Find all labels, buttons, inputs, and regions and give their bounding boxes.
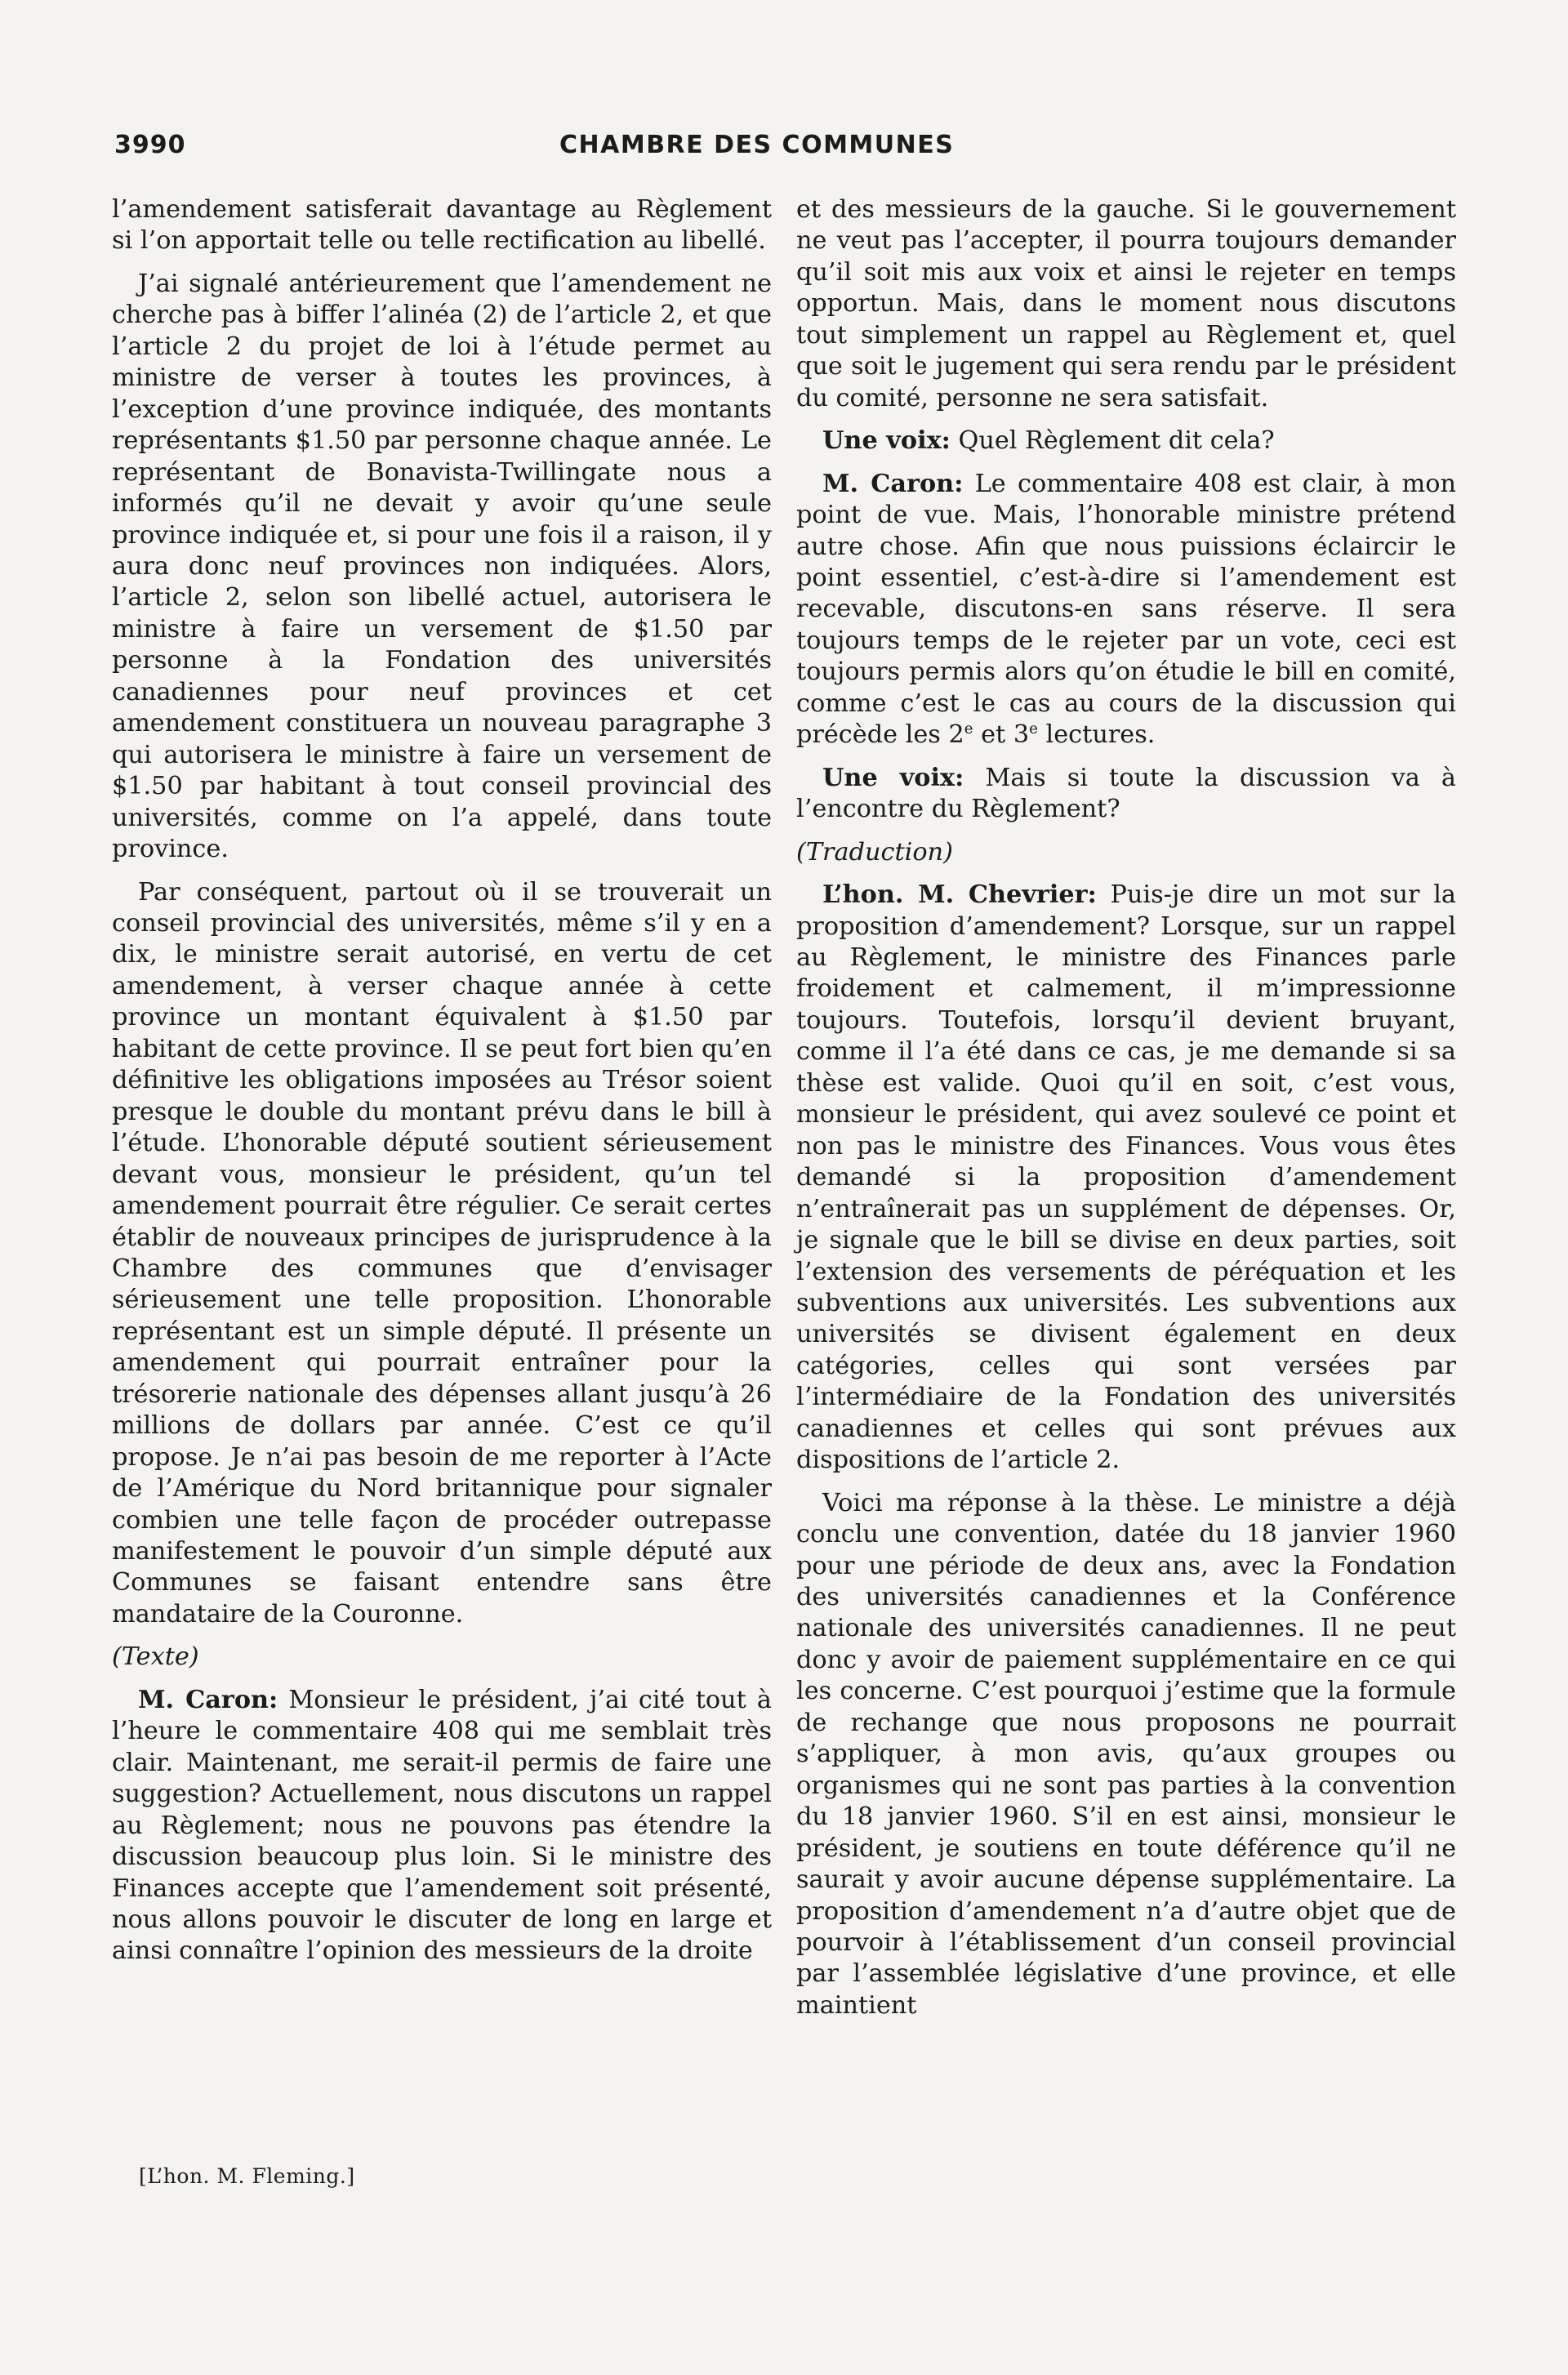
- speech-text: Monsieur le président, j’ai cité tout à l’heure le commentaire 408 qui me semblait très clair. Maintenant, me serait-il permis de faire une suggestion? Actuellement, nous discutons un rappel au Règlement; nous ne pouvons pas étendre la discussion beaucoup plus loin. Si le ministre des Finances accepte que l’amendement soit présenté, nous allons pouvoir le discuter de long en large et ainsi connaître l’opinion des messieurs de la droite: [112, 1685, 772, 1966]
- speech-text: Quel Règlement dit cela?: [958, 426, 1275, 456]
- left-column: [112, 194, 772, 1979]
- page-header: [114, 131, 1462, 167]
- superscript: e: [1029, 720, 1038, 738]
- paragraph: Voici ma réponse à la thèse. Le ministre a déjà conclu une convention, datée du 18 janvier 1960 pour une période de deux ans, avec la Fondation des universités canadiennes et la Conférence nationale des universités canadiennes. Il ne peut donc y avoir de paiement supplémentaire en ce qui les concerne. C’est pourquoi j’estime que la formule de rechange que nous proposons ne pourrait s’appliquer, à mon avis, qu’aux groupes ou organismes qui ne sont pas parties à la convention du 18 janvier 1960. S’il en est ainsi, monsieur le président, je soutiens en toute déférence qu’il ne saurait y avoir aucune dépense supplémentaire. La proposition d’amendement n’a d’autre objet que de pourvoir à l’établissement d’un conseil provincial par l’assemblée législative d’une province, et elle maintient: [796, 1488, 1456, 2020]
- paragraph: l’amendement satisferait davantage au Règlement si l’on apportait telle ou telle rectification au libellé.: [112, 195, 772, 256]
- superscript: e: [964, 720, 973, 738]
- paragraph: et des messieurs de la gauche. Si le gouvernement ne veut pas l’accepter, il pourra toujours demander qu’il soit mis aux voix et ainsi le rejeter en temps opportun. Mais, dans le moment nous discutons tout simplement un rappel au Règlement et, quel que soit le jugement qui sera rendu par le président du comité, personne ne sera satisfait.: [796, 195, 1456, 412]
- speech-paragraph: [796, 469, 1456, 751]
- language-marker: (Texte): [112, 1642, 199, 1672]
- speech-paragraph: [112, 1685, 772, 1967]
- speech-paragraph: [796, 880, 1456, 1477]
- speaker-name: M. Caron:: [822, 469, 964, 498]
- speech-paragraph: [796, 426, 1456, 457]
- speech-text: Puis-je dire un mot sur la proposition d’amendement? Lorsque, sur un rappel au Règlement, le ministre des Finances parle froidement et calmement, il m’impressionne toujours. Toutefois, lorsqu’il devient bruyant, comme il l’a été dans ce cas, je me demande si sa thèse est valide. Quoi qu’il en soit, c’est vous, monsieur le président, qui avez soulevé ce point et non pas le ministre des Finances. Vous vous êtes demandé si la proposition d’amendement n’entraînerait pas un supplément de dépenses. Or, je signale que le bill se divise en deux parties, soit l’extension des versements de péréquation et les subventions aux universités. Les subventions aux universités se divisent également en deux catégories, celles qui sont versées par l’intermédiaire de la Fondation des universités canadiennes et celles qui sont prévues aux dispositions de l’article 2.: [796, 880, 1456, 1475]
- language-marker: (Traduction): [796, 837, 953, 867]
- speech-text: Mais si toute la discussion va à l’encontre du Règlement?: [796, 763, 1456, 824]
- speaker-name: M. Caron:: [138, 1685, 278, 1714]
- speaker-name: Une voix:: [822, 763, 964, 792]
- page-footer: [L’hon. M. Fleming.]: [139, 2164, 355, 2188]
- speech-text: lectures.: [1037, 720, 1156, 750]
- running-head: CHAMBRE DES COMMUNES: [559, 131, 955, 159]
- right-column: [796, 194, 1456, 2033]
- speech-text: et 3: [973, 720, 1030, 750]
- paragraph: Par conséquent, partout où il se trouverait un conseil provincial des universités, même s’il y en a dix, le ministre serait autorisé, en vertu de cet amendement, à verser chaque année à cette province un montant équivalent à $1.50 par habitant de cette province. Il se peut fort bien qu’en définitive les obligations imposées au Trésor soient presque le double du montant prévu dans le bill à l’étude. L’honorable député soutient sérieusement devant vous, monsieur le président, qu’un tel amendement pourrait être régulier. Ce serait certes établir de nouveaux principes de jurisprudence à la Chambre des communes que d’envisager sérieusement une telle proposition. L’honorable représentant est un simple député. Il présente un amendement qui pourrait entraîner pour la trésorerie nationale des dépenses allant jusqu’à 26 millions de dollars par année. C’est ce qu’il propose. Je n’ai pas besoin de me reporter à l’Acte de l’Amérique du Nord britannique pour signaler combien une telle façon de procéder outrepasse manifestement le pouvoir d’un simple député aux Communes se faisant entendre sans être mandataire de la Couronne.: [112, 877, 772, 1629]
- page-number: 3990: [114, 131, 186, 159]
- speech-paragraph: [796, 763, 1456, 826]
- speaker-name: Une voix:: [822, 426, 951, 456]
- paragraph: J’ai signalé antérieurement que l’amendement ne cherche pas à biffer l’alinéa (2) de l’article 2, et que l’article 2 du projet de loi à l’étude permet au ministre de verser à toutes les provinces, à l’exception d’une province indiquée, des montants représentants $1.50 par personne chaque année. Le représentant de Bonavista-Twillingate nous a informés qu’il ne devait y avoir qu’une seule province indiquée et, si pour une fois il a raison, il y aura donc neuf provinces non indiquées. Alors, l’article 2, selon son libellé actuel, autorisera le ministre à faire un versement de $1.50 par personne à la Fondation des universités canadiennes pour neuf provinces et cet amendement constituera un nouveau paragraphe 3 qui autorisera le ministre à faire un versement de $1.50 par habitant à tout conseil provincial des universités, comme on l’a appelé, dans toute province.: [112, 269, 772, 864]
- speech-text: Le commentaire 408 est clair, à mon point de vue. Mais, l’honorable ministre prétend autre chose. Afin que nous puissions éclaircir le point essentiel, c’est-à-dire si l’amendement est recevable, discutons-en sans réserve. Il sera toujours temps de le rejeter par un vote, ceci est toujours permis alors qu’on étudie le bill en comité, comme c’est le cas au cours de la discussion qui précède les 2: [796, 469, 1457, 750]
- speaker-name: L’hon. M. Chevrier:: [822, 880, 1097, 910]
